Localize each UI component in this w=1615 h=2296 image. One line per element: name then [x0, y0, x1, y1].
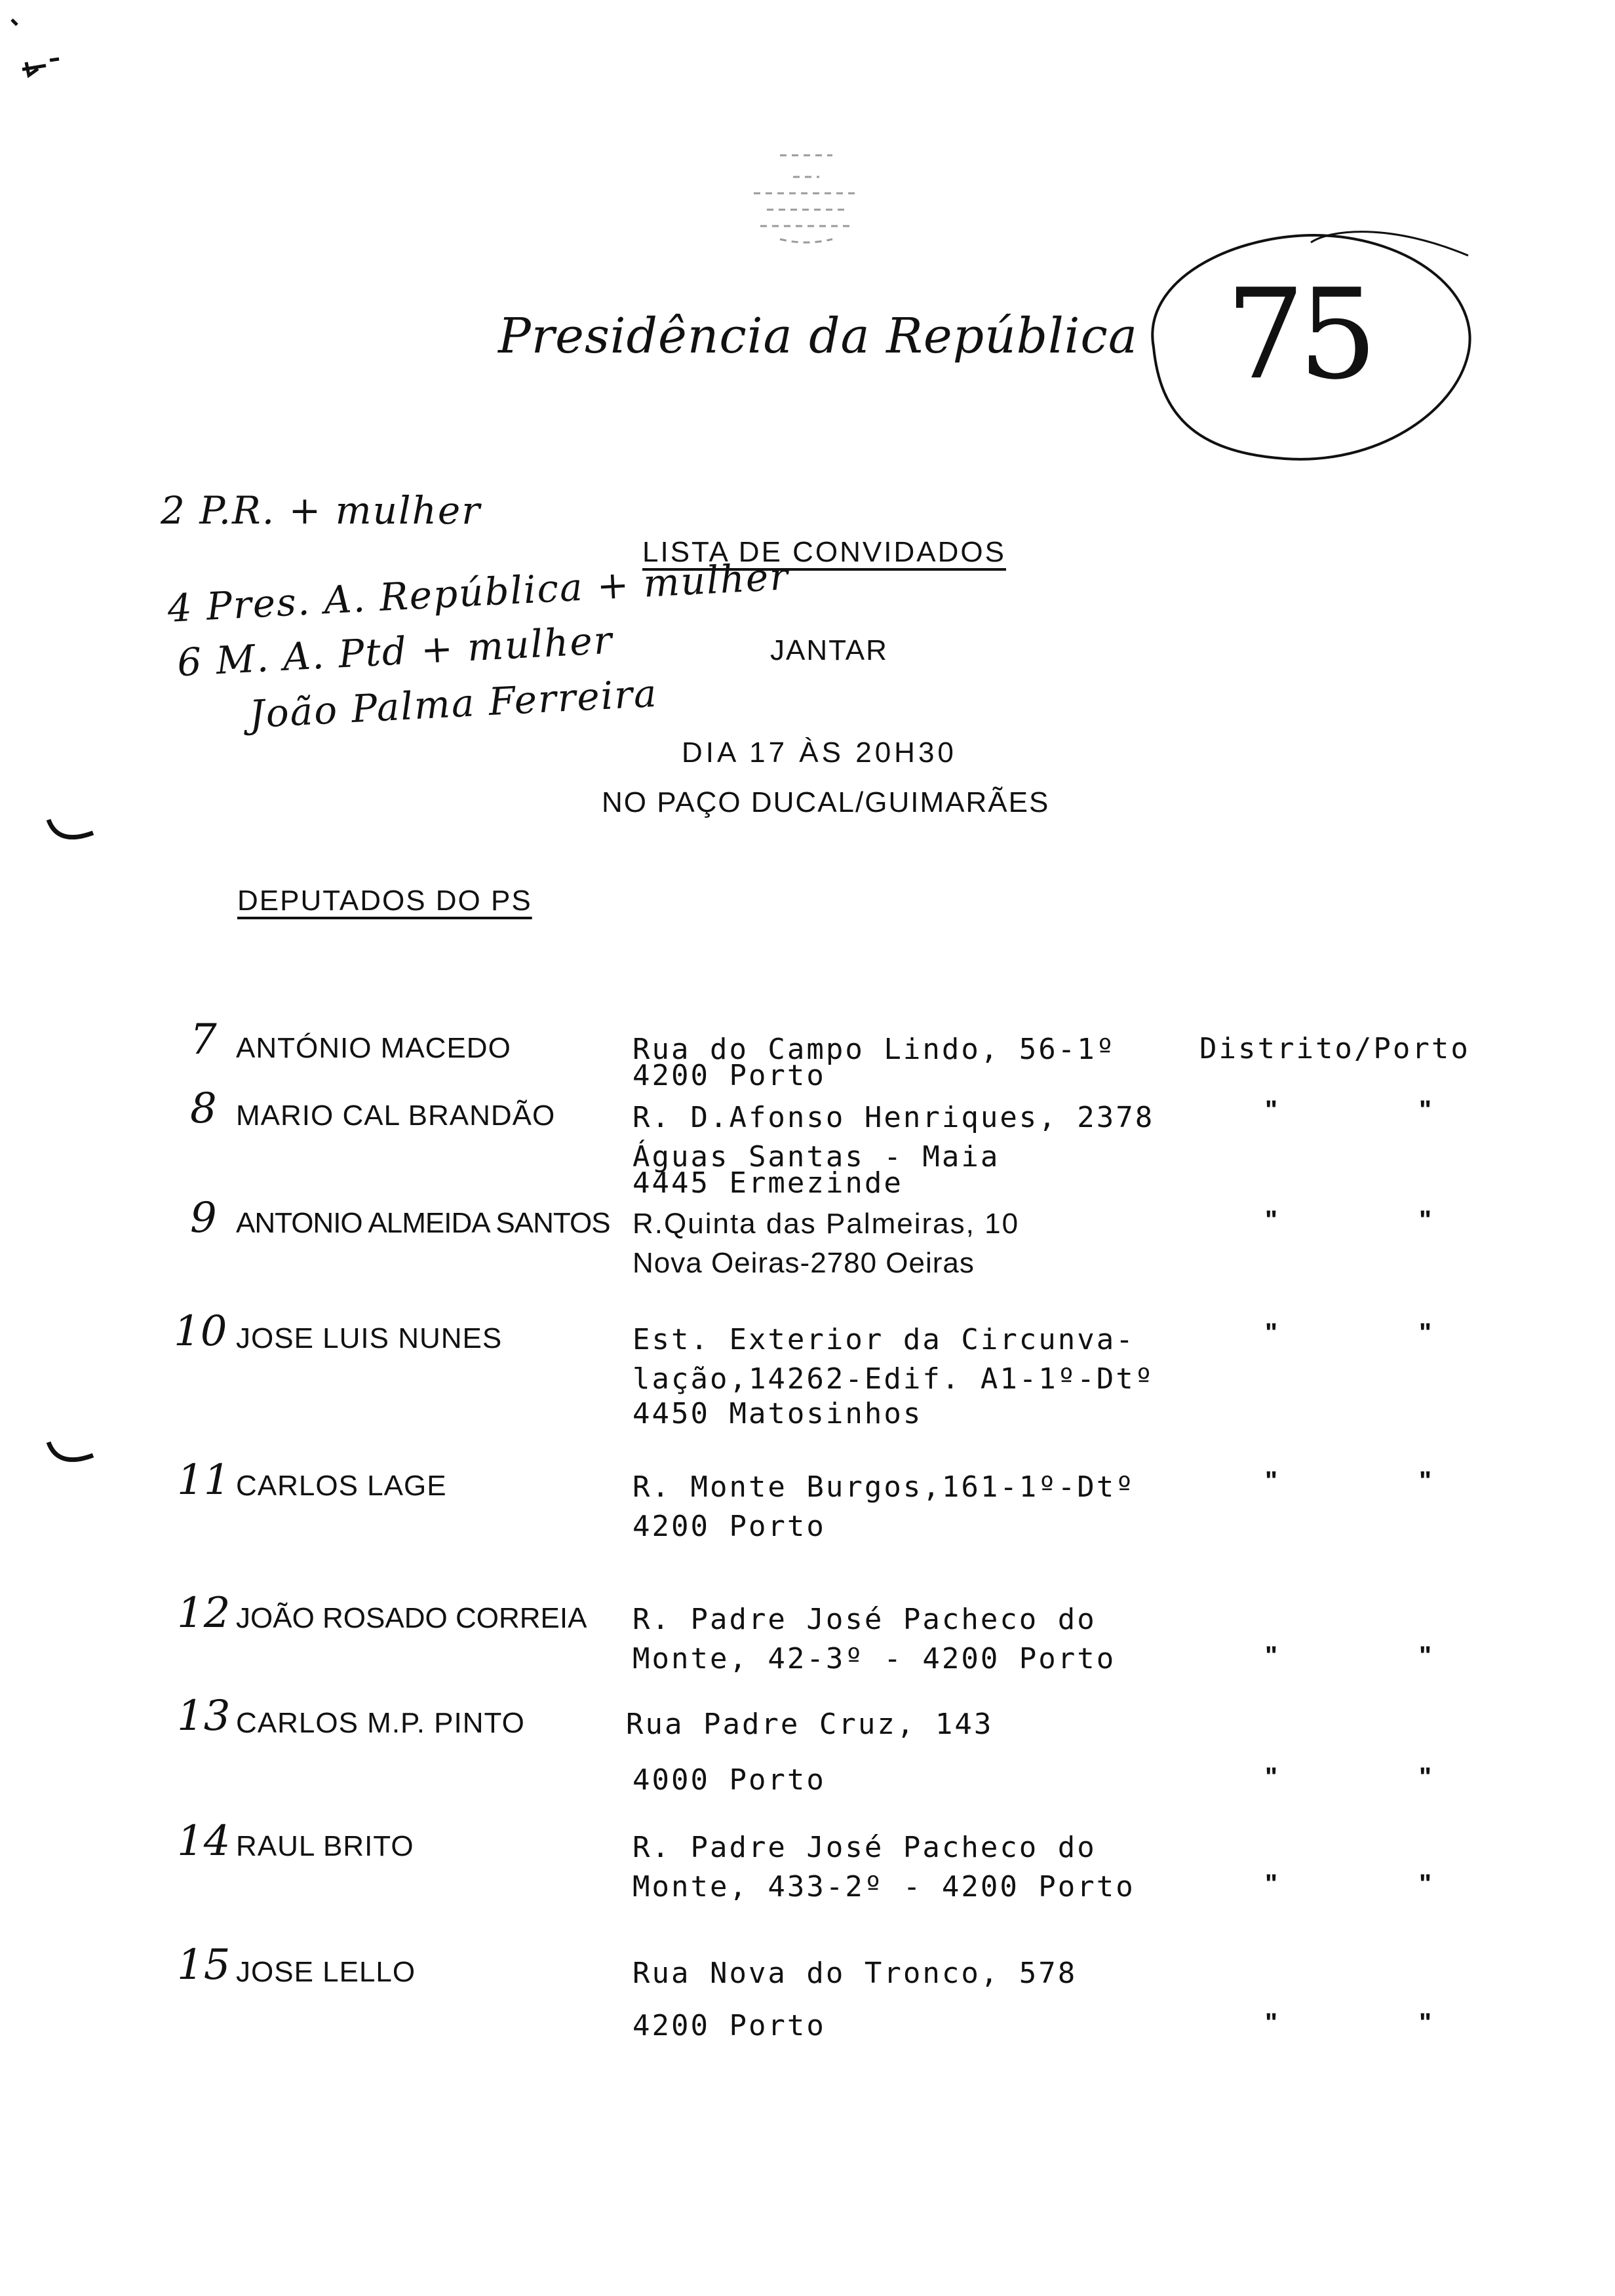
entry-number: 15: [177, 1941, 231, 1989]
entry-number: 8: [190, 1084, 217, 1133]
entry-number: 13: [177, 1692, 231, 1740]
handwritten-note-3: 6 M. A. Ptd + mulher: [176, 617, 614, 685]
address-line: R. D.Afonso Henriques, 2378: [632, 1101, 1155, 1134]
address-line: Est. Exterior da Circunva-: [632, 1323, 1135, 1356]
ditto-mark: ": [1265, 1641, 1277, 1670]
section-heading: DEPUTADOS DO PS: [237, 885, 532, 917]
ditto-mark: ": [1265, 1869, 1277, 1898]
address-line: 4000 Porto: [632, 1763, 826, 1797]
ditto-mark: ": [1419, 1096, 1431, 1124]
address-line: Monte, 42-3º - 4200 Porto: [632, 1642, 1116, 1675]
entry-number: 9: [190, 1194, 217, 1242]
address-line: Rua Nova do Tronco, 578: [632, 1957, 1078, 1990]
guest-name: ANTONIO ALMEIDA SANTOS: [236, 1207, 610, 1239]
entry-number: 12: [177, 1589, 231, 1637]
guest-name: CARLOS LAGE: [236, 1470, 447, 1502]
ditto-mark: ": [1265, 1466, 1277, 1495]
address-line: 4200 Porto: [632, 1059, 826, 1092]
entry-number: 10: [174, 1307, 227, 1356]
ditto-mark: ": [1419, 1869, 1431, 1898]
ditto-mark: ": [1419, 2008, 1431, 2037]
entry-number: 7: [190, 1016, 217, 1064]
entry-number: 11: [177, 1456, 231, 1504]
document-title: LISTA DE CONVIDADOS: [642, 536, 1006, 568]
guest-name: MARIO CAL BRANDÃO: [236, 1100, 556, 1132]
handwritten-note-2: 4 Pres. A. República + mulher: [166, 554, 790, 631]
ditto-mark: ": [1265, 1318, 1277, 1347]
address-line: Rua do Campo Lindo, 56-1º: [632, 1033, 1116, 1066]
ditto-mark: ": [1265, 1763, 1277, 1791]
letterhead-title: Presidência da República: [498, 308, 1138, 364]
handwritten-note-1: 2 P.R. + mulher: [161, 488, 481, 533]
address-line: lação,14262-Edif. A1-1º-Dtº: [632, 1362, 1155, 1396]
ditto-mark: ": [1419, 1641, 1431, 1670]
address-line: R.Quinta das Palmeiras, 10: [632, 1208, 1020, 1240]
ditto-mark: ": [1419, 1318, 1431, 1347]
ditto-mark: ": [1265, 1096, 1277, 1124]
page-number: 75: [1226, 262, 1371, 407]
punch-mark-icon: [45, 816, 97, 849]
guest-name: CARLOS M.P. PINTO: [236, 1707, 525, 1739]
ditto-mark: ": [1265, 2008, 1277, 2037]
ditto-mark: ": [1419, 1763, 1431, 1791]
entry-number: 14: [177, 1817, 231, 1866]
guest-name: JOÃO ROSADO CORREIA: [236, 1602, 587, 1634]
guest-name: RAUL BRITO: [236, 1830, 414, 1862]
address-line: 4450 Matosinhos: [632, 1397, 923, 1430]
address-line: Águas Santas - Maia: [632, 1140, 1000, 1174]
event-place: NO PAÇO DUCAL/GUIMARÃES: [602, 786, 1050, 818]
address-line: 4445 Ermezinde: [632, 1166, 903, 1200]
address-line: Nova Oeiras-2780 Oeiras: [632, 1247, 975, 1279]
ditto-mark: ": [1419, 1466, 1431, 1495]
address-line: R. Monte Burgos,161-1º-Dtº: [632, 1470, 1135, 1504]
address-line: 4200 Porto: [632, 1510, 826, 1543]
district: Distrito/Porto: [1199, 1032, 1470, 1065]
corner-mark-icon: [7, 13, 66, 85]
guest-name: ANTÓNIO MACEDO: [236, 1032, 511, 1064]
guest-name: JOSE LUIS NUNES: [236, 1322, 503, 1354]
event-date: DIA 17 ÀS 20H30: [682, 737, 957, 769]
punch-mark-icon: [45, 1438, 97, 1471]
ditto-mark: ": [1419, 1206, 1431, 1234]
guest-name: JOSE LELLO: [236, 1956, 416, 1988]
event-name: JANTAR: [770, 634, 888, 666]
address-line: Monte, 433-2º - 4200 Porto: [632, 1870, 1135, 1904]
ditto-mark: ": [1265, 1206, 1277, 1234]
address-line: Rua Padre Cruz, 143: [626, 1708, 994, 1741]
coat-of-arms-seal-icon: [741, 147, 872, 246]
address-line: R. Padre José Pacheco do: [632, 1603, 1097, 1636]
address-line: 4200 Porto: [632, 2009, 826, 2042]
handwritten-note-4: João Palma Ferreira: [248, 670, 659, 737]
address-line: R. Padre José Pacheco do: [632, 1831, 1097, 1864]
